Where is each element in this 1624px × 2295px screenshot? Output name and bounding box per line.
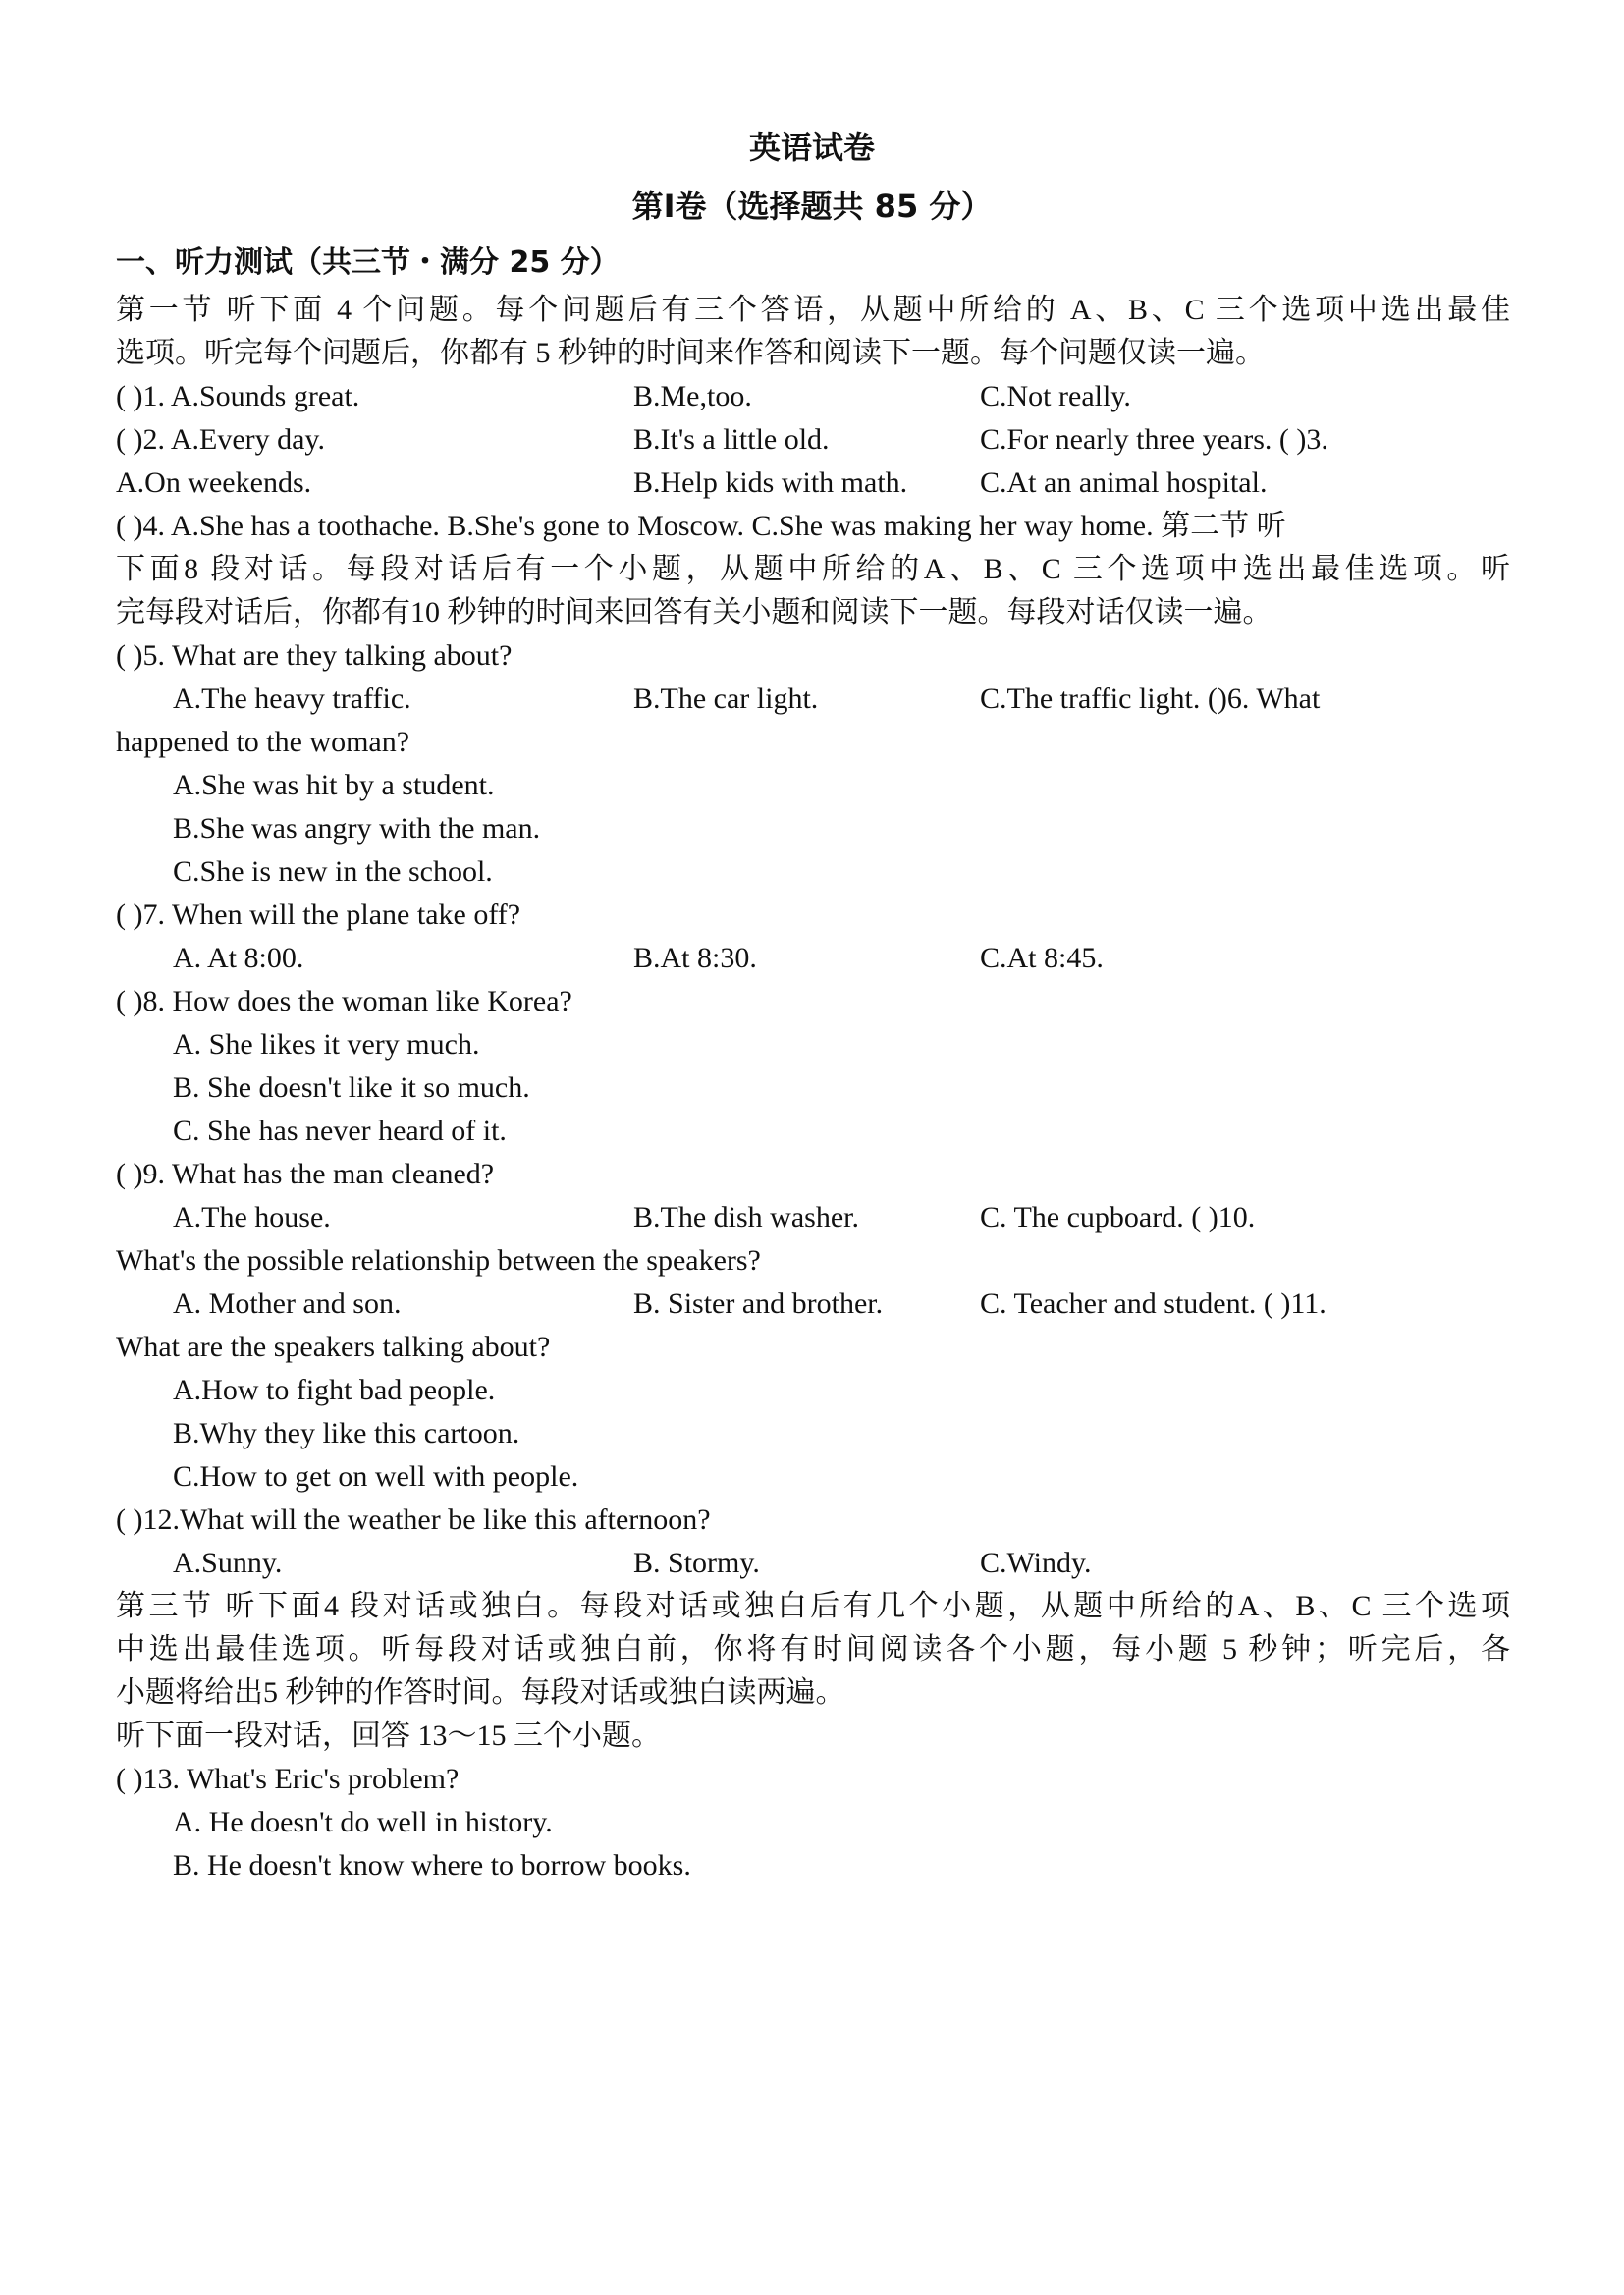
- option-b: B.It's a little old.: [633, 423, 830, 456]
- option-a: A. Mother and son.: [173, 1287, 402, 1320]
- option-c: C. Teacher and student. ( )11.: [980, 1287, 1326, 1320]
- option-c: C.How to get on well with people.: [173, 1460, 579, 1493]
- part1-heading: 一、听力测试（共三节・满分 25 分）: [116, 246, 620, 280]
- section2-instruction-line: 完每段对话后，你都有10 秒钟的时间来回答有关小题和阅读下一题。每段对话仅读一遍。: [116, 596, 1272, 628]
- option-b: B. She doesn't like it so much.: [173, 1071, 530, 1104]
- question-stem: What's the possible relationship between the speakers?: [116, 1244, 761, 1277]
- question-stem: ( )1. A.Sounds great.: [116, 380, 360, 412]
- question-stem: ( )5. What are they talking about?: [116, 639, 513, 672]
- question-stem: ( )8. How does the woman like Korea?: [116, 985, 572, 1017]
- option-a: A. He doesn't do well in history.: [173, 1806, 553, 1838]
- volume-title: 第Ⅰ卷（选择题共 85 分）: [631, 188, 993, 225]
- question-stem: ( )12.What will the weather be like this afternoon?: [116, 1503, 711, 1536]
- option-b: B. Sister and brother.: [633, 1287, 884, 1320]
- option-c: C.Not really.: [980, 380, 1131, 412]
- option-c: C.At 8:45.: [980, 942, 1104, 974]
- section2-instruction-line: 下面8 段对话。每段对话后有一个小题，从题中所给的A、B、C 三个选项中选出最佳选项。听: [116, 553, 1510, 585]
- question-stem: happened to the woman?: [116, 726, 410, 758]
- option-a: A. She likes it very much.: [173, 1028, 480, 1061]
- option-b: B.Help kids with math.: [633, 466, 908, 499]
- question-row: ( )4. A.She has a toothache. B.She's gone to Moscow. C.She was making her way home. 第二节 听: [116, 510, 1286, 542]
- question-stem: ( )9. What has the man cleaned?: [116, 1158, 495, 1190]
- question-stem: ( )7. When will the plane take off?: [116, 899, 521, 931]
- section3-instruction-line: 小题将给出5 秒钟的作答时间。每段对话或独白读两遍。: [116, 1676, 845, 1709]
- option-c: C. She has never heard of it.: [173, 1115, 507, 1147]
- option-b: B.Me,too.: [633, 380, 752, 412]
- question-stem: ( )2. A.Every day.: [116, 423, 325, 456]
- option-a: A.On weekends.: [116, 466, 312, 499]
- exam-title: 英语试卷: [748, 129, 875, 166]
- option-b: B. He doesn't know where to borrow books.: [173, 1849, 691, 1882]
- option-b: B.At 8:30.: [633, 942, 757, 974]
- option-c: C.At an animal hospital.: [980, 466, 1268, 499]
- option-a: A. At 8:00.: [173, 942, 304, 974]
- option-c: C.She is new in the school.: [173, 855, 493, 888]
- section3-instruction-line: 中选出最佳选项。听每段对话或独白前，你将有时间阅读各个小题，每小题 5 秒钟；听完后，各: [116, 1633, 1510, 1666]
- question-stem: What are the speakers talking about?: [116, 1331, 551, 1363]
- question-stem: ( )13. What's Eric's problem?: [116, 1763, 460, 1795]
- option-b: B. Stormy.: [633, 1547, 760, 1579]
- option-b: B.She was angry with the man.: [173, 812, 541, 845]
- option-a: A.How to fight bad people.: [173, 1374, 496, 1406]
- section1-instruction-line: 第一节 听下面 4 个问题。每个问题后有三个答语，从题中所给的 A、B、C 三个选项中选出最佳: [116, 294, 1510, 326]
- option-a: A.She was hit by a student.: [173, 769, 495, 801]
- option-c: C.For nearly three years. ( )3.: [980, 423, 1328, 456]
- option-c: C. The cupboard. ( )10.: [980, 1201, 1256, 1233]
- option-a: A.The house.: [173, 1201, 331, 1233]
- section1-instruction-line: 选项。听完每个问题后，你都有 5 秒钟的时间来作答和阅读下一题。每个问题仅读一遍。: [116, 337, 1265, 369]
- section3-instruction-line: 第三节 听下面4 段对话或独白。每段对话或独白后有几个小题，从题中所给的A、B、C 三个选项: [116, 1590, 1510, 1622]
- option-b: B.Why they like this cartoon.: [173, 1417, 520, 1449]
- dialogue-instruction: 听下面一段对话，回答 13～15 三个小题。: [116, 1720, 661, 1752]
- option-a: A.The heavy traffic.: [173, 683, 411, 715]
- option-b: B.The dish washer.: [633, 1201, 859, 1233]
- option-c: C.The traffic light. ()6. What: [980, 683, 1321, 715]
- option-a: A.Sunny.: [173, 1547, 283, 1579]
- option-c: C.Windy.: [980, 1547, 1092, 1579]
- option-b: B.The car light.: [633, 683, 819, 715]
